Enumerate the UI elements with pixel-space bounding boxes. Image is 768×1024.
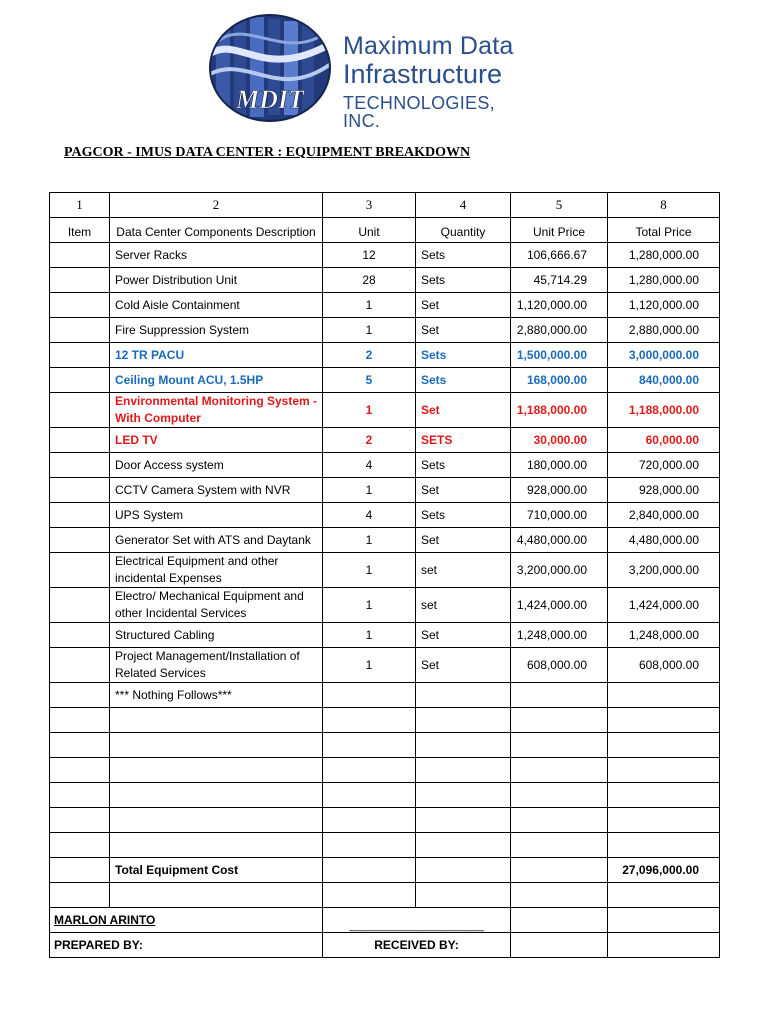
cell-unit-price: 928,000.00	[511, 478, 608, 503]
cell-quantity: Sets	[416, 368, 511, 393]
cell-item	[50, 318, 110, 343]
cell-description: CCTV Camera System with NVR	[110, 478, 323, 503]
empty-cell	[608, 883, 720, 908]
description-line-2: With Computer	[115, 411, 201, 425]
table-row	[50, 528, 720, 553]
cell-description: Power Distribution Unit	[110, 268, 323, 293]
empty-cell	[416, 808, 511, 833]
table-row	[50, 503, 720, 528]
brand-line-3: TECHNOLOGIES, INC.	[343, 93, 495, 131]
cell-unit-price: 608,000.00	[511, 648, 608, 683]
cell-quantity: Sets	[416, 268, 511, 293]
cell-total-price: 840,000.00	[608, 368, 720, 393]
cell-description: UPS System	[110, 503, 323, 528]
empty-row	[50, 783, 720, 808]
cell-item	[50, 243, 110, 268]
empty-cell	[511, 883, 608, 908]
cell-quantity: Sets	[416, 503, 511, 528]
cell-total-price: 3,200,000.00	[608, 553, 720, 588]
cell-unit-price: 106,666.67	[511, 243, 608, 268]
cell-description	[110, 648, 323, 683]
cell-unit: 1	[323, 553, 416, 588]
empty-cell	[511, 833, 608, 858]
empty-row	[50, 808, 720, 833]
cell-quantity: Sets	[416, 243, 511, 268]
receiver-signature-line: ______________________	[323, 908, 511, 933]
empty-cell	[416, 708, 511, 733]
cell-total-price: 2,880,000.00	[608, 318, 720, 343]
col-number: 3	[323, 193, 416, 218]
cell-description: Door Access system	[110, 453, 323, 478]
empty-cell	[511, 683, 608, 708]
cell-unit: 2	[323, 428, 416, 453]
document-title: PAGCOR - IMUS DATA CENTER : EQUIPMENT BREAKDOWN	[64, 145, 471, 160]
cell-total-price: 1,248,000.00	[608, 623, 720, 648]
cell-description: 12 TR PACU	[110, 343, 323, 368]
empty-cell	[110, 833, 323, 858]
cell-unit: 1	[323, 588, 416, 623]
col-number: 8	[608, 193, 720, 218]
cell-unit: 1	[323, 528, 416, 553]
empty-cell	[511, 808, 608, 833]
empty-cell	[416, 883, 511, 908]
brand-name	[343, 34, 535, 130]
empty-cell	[511, 908, 608, 933]
cell-quantity: Set	[416, 293, 511, 318]
empty-row	[50, 758, 720, 783]
empty-cell	[323, 783, 416, 808]
cell-unit: 1	[323, 478, 416, 503]
cell-quantity: set	[416, 588, 511, 623]
cell-unit: 1	[323, 318, 416, 343]
empty-cell	[110, 783, 323, 808]
cell-description: Generator Set with ATS and Daytank	[110, 528, 323, 553]
cell-item	[50, 343, 110, 368]
empty-cell	[110, 733, 323, 758]
cell-unit: 4	[323, 453, 416, 478]
cell-unit-price: 168,000.00	[511, 368, 608, 393]
column-number-row	[50, 193, 720, 218]
empty-cell	[608, 733, 720, 758]
cell-total-price: 928,000.00	[608, 478, 720, 503]
cell-total-price: 60,000.00	[608, 428, 720, 453]
cell-quantity: Set	[416, 478, 511, 503]
empty-cell	[50, 783, 110, 808]
cell-item	[50, 553, 110, 588]
table-row	[50, 453, 720, 478]
col-number: 4	[416, 193, 511, 218]
cell-unit: 4	[323, 503, 416, 528]
cell-item	[50, 453, 110, 478]
cell-total-price: 4,480,000.00	[608, 528, 720, 553]
cell-unit: 2	[323, 343, 416, 368]
cell-description: Server Racks	[110, 243, 323, 268]
table-row	[50, 648, 720, 683]
empty-cell	[416, 833, 511, 858]
cell-item	[50, 268, 110, 293]
prepared-by-label: PREPARED BY:	[50, 933, 323, 958]
cell-unit: 1	[323, 393, 416, 428]
cell-item	[50, 503, 110, 528]
cell-description	[110, 588, 323, 623]
cell-total-price: 608,000.00	[608, 648, 720, 683]
cell-unit-price: 1,424,000.00	[511, 588, 608, 623]
cell-description: Structured Cabling	[110, 623, 323, 648]
cell-item	[50, 623, 110, 648]
empty-cell	[608, 758, 720, 783]
table-row	[50, 553, 720, 588]
empty-row	[50, 708, 720, 733]
empty-cell	[608, 683, 720, 708]
cell-total-price: 1,280,000.00	[608, 268, 720, 293]
empty-cell	[416, 783, 511, 808]
empty-row	[50, 733, 720, 758]
table-row	[50, 368, 720, 393]
empty-cell	[511, 858, 608, 883]
cell-total-price: 1,120,000.00	[608, 293, 720, 318]
empty-cell	[416, 858, 511, 883]
empty-cell	[110, 758, 323, 783]
empty-cell	[511, 758, 608, 783]
empty-cell	[323, 883, 416, 908]
cell-quantity: Set	[416, 648, 511, 683]
cell-quantity: Sets	[416, 453, 511, 478]
total-row	[50, 858, 720, 883]
empty-row	[50, 883, 720, 908]
cell-quantity: SETS	[416, 428, 511, 453]
cell-total-price: 1,424,000.00	[608, 588, 720, 623]
description-line-2: Related Services	[115, 666, 206, 680]
cell-item	[50, 368, 110, 393]
cell-total-price: 3,000,000.00	[608, 343, 720, 368]
globe-logo-icon	[208, 13, 332, 123]
empty-cell	[511, 783, 608, 808]
cell-unit-price: 4,480,000.00	[511, 528, 608, 553]
empty-cell	[323, 733, 416, 758]
cell-description: Fire Suppression System	[110, 318, 323, 343]
empty-cell	[511, 708, 608, 733]
cell-total-price: 1,280,000.00	[608, 243, 720, 268]
cell-item	[50, 648, 110, 683]
table-row	[50, 623, 720, 648]
empty-cell	[50, 883, 110, 908]
empty-cell	[50, 858, 110, 883]
empty-cell	[608, 908, 720, 933]
empty-cell	[416, 683, 511, 708]
header-description: Data Center Components Description	[110, 218, 323, 243]
empty-cell	[511, 733, 608, 758]
signature-label-row	[50, 933, 720, 958]
table-row	[50, 343, 720, 368]
cell-unit-price: 1,248,000.00	[511, 623, 608, 648]
received-by-label: RECEIVED BY:	[323, 933, 511, 958]
cell-description: Ceiling Mount ACU, 1.5HP	[110, 368, 323, 393]
header-row	[50, 218, 720, 243]
cell-unit: 1	[323, 648, 416, 683]
empty-cell	[50, 733, 110, 758]
description-line-1: Electro/ Mechanical Equipment and	[115, 589, 304, 603]
cell-item	[50, 528, 110, 553]
cell-unit: 12	[323, 243, 416, 268]
table-row	[50, 478, 720, 503]
table-row	[50, 268, 720, 293]
empty-cell	[323, 808, 416, 833]
cell-unit-price: 3,200,000.00	[511, 553, 608, 588]
total-value: 27,096,000.00	[608, 858, 720, 883]
cell-quantity: set	[416, 553, 511, 588]
nothing-follows-text: *** Nothing Follows***	[110, 683, 323, 708]
empty-cell	[110, 808, 323, 833]
header-item: Item	[50, 218, 110, 243]
empty-cell	[50, 808, 110, 833]
cell-quantity: Set	[416, 528, 511, 553]
cell-unit: 28	[323, 268, 416, 293]
empty-cell	[608, 708, 720, 733]
description-line-2: incidental Expenses	[115, 571, 222, 585]
empty-cell	[511, 933, 608, 958]
cell-unit-price: 1,500,000.00	[511, 343, 608, 368]
header-total-price: Total Price	[608, 218, 720, 243]
empty-cell	[323, 683, 416, 708]
preparer-name: MARLON ARINTO	[50, 908, 323, 933]
logo-mark-text: MDIT	[236, 85, 304, 114]
empty-cell	[110, 883, 323, 908]
cell-unit-price: 30,000.00	[511, 428, 608, 453]
col-number: 2	[110, 193, 323, 218]
table-row	[50, 318, 720, 343]
table-row	[50, 243, 720, 268]
empty-cell	[323, 758, 416, 783]
signature-row	[50, 908, 720, 933]
cell-unit-price: 45,714.29	[511, 268, 608, 293]
table-row	[50, 428, 720, 453]
description-line-1: Electrical Equipment and other	[115, 554, 279, 568]
empty-cell	[608, 783, 720, 808]
header-unit: Unit	[323, 218, 416, 243]
table-row	[50, 588, 720, 623]
col-number: 1	[50, 193, 110, 218]
cell-unit: 1	[323, 293, 416, 318]
cell-unit-price: 710,000.00	[511, 503, 608, 528]
equipment-table	[49, 192, 720, 958]
empty-cell	[323, 858, 416, 883]
cell-unit: 5	[323, 368, 416, 393]
nothing-follows-row	[50, 683, 720, 708]
cell-total-price: 2,840,000.00	[608, 503, 720, 528]
empty-cell	[50, 833, 110, 858]
table-row	[50, 293, 720, 318]
empty-cell	[50, 758, 110, 783]
description-line-1: Environmental Monitoring System -	[115, 394, 318, 408]
header-quantity: Quantity	[416, 218, 511, 243]
cell-unit-price: 180,000.00	[511, 453, 608, 478]
empty-cell	[323, 833, 416, 858]
cell-quantity: Sets	[416, 343, 511, 368]
cell-unit: 1	[323, 623, 416, 648]
empty-cell	[608, 833, 720, 858]
empty-cell	[416, 758, 511, 783]
cell-description	[110, 393, 323, 428]
empty-cell	[608, 933, 720, 958]
empty-cell	[323, 708, 416, 733]
table-row	[50, 393, 720, 428]
empty-cell	[50, 708, 110, 733]
cell-description: Cold Aisle Containment	[110, 293, 323, 318]
cell-description	[110, 553, 323, 588]
cell-item	[50, 393, 110, 428]
cell-description: LED TV	[110, 428, 323, 453]
cell-unit-price: 2,880,000.00	[511, 318, 608, 343]
company-logo	[205, 10, 535, 131]
total-label: Total Equipment Cost	[110, 858, 323, 883]
cell-item	[50, 428, 110, 453]
cell-quantity: Set	[416, 318, 511, 343]
cell-quantity: Set	[416, 393, 511, 428]
cell-unit-price: 1,188,000.00	[511, 393, 608, 428]
empty-cell	[50, 683, 110, 708]
cell-item	[50, 478, 110, 503]
empty-cell	[110, 708, 323, 733]
cell-quantity: Set	[416, 623, 511, 648]
header-unit-price: Unit Price	[511, 218, 608, 243]
cell-total-price: 1,188,000.00	[608, 393, 720, 428]
empty-cell	[608, 808, 720, 833]
col-number: 5	[511, 193, 608, 218]
description-line-2: other Incidental Services	[115, 606, 247, 620]
cell-total-price: 720,000.00	[608, 453, 720, 478]
cell-item	[50, 293, 110, 318]
brand-line-1: Maximum Data	[343, 32, 514, 60]
description-line-1: Project Management/Installation of	[115, 649, 300, 663]
cell-item	[50, 588, 110, 623]
brand-line-2: Infrastructure	[343, 59, 503, 89]
cell-unit-price: 1,120,000.00	[511, 293, 608, 318]
empty-row	[50, 833, 720, 858]
empty-cell	[416, 733, 511, 758]
